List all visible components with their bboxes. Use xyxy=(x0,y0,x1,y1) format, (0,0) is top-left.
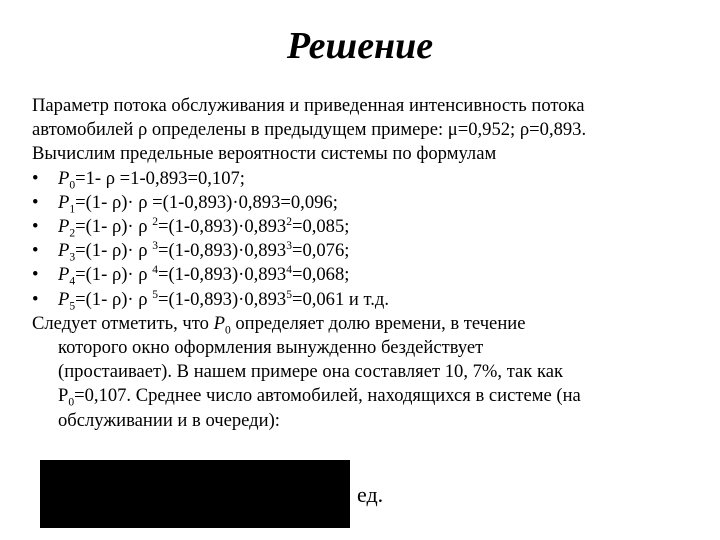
formula-p4 xyxy=(32,263,704,287)
formula-exp: 3 xyxy=(152,240,158,253)
formula-exp: 3 xyxy=(286,240,292,253)
formula-exp: 2 xyxy=(152,215,158,228)
conclusion-line-1 xyxy=(32,312,704,336)
formula-part-b: =(1-0,893)·0,893 xyxy=(157,216,287,238)
formula-sub: 0 xyxy=(224,324,231,337)
bullet-icon: • xyxy=(32,240,39,262)
page-title: Решение xyxy=(286,25,434,67)
formula-p5 xyxy=(32,288,704,312)
formula-p3 xyxy=(32,239,704,263)
formula-var: P xyxy=(58,191,70,213)
formula-var: P xyxy=(58,385,69,407)
formula-rhs: =(1- ρ)· ρ =(1-0,893)·0,893=0,096; xyxy=(75,191,338,213)
conclusion-text: =0,107. Среднее число автомобилей, находящихся в системе (на xyxy=(74,385,581,407)
formula-exp: 5 xyxy=(152,288,158,301)
bullet-icon: • xyxy=(32,191,39,213)
formula-part-a: =(1- ρ)· ρ xyxy=(75,216,153,238)
formula-exp: 4 xyxy=(152,264,158,277)
formula-part-c: =0,061 и т.д. xyxy=(291,288,390,310)
bullet-icon: • xyxy=(32,288,39,310)
formula-exp: 4 xyxy=(286,264,292,277)
formula-rhs: =1- ρ =1-0,893=0,107; xyxy=(75,167,245,189)
formula-var: P xyxy=(58,216,70,238)
formula-part-a: =(1- ρ)· ρ xyxy=(75,264,153,286)
bullet-icon: • xyxy=(32,216,39,238)
formula-var: P xyxy=(58,167,70,189)
formula-sub: 5 xyxy=(69,300,76,313)
conclusion-line-4 xyxy=(32,384,704,408)
conclusion-line-2: которого окно оформления вынужденно бездействует xyxy=(58,337,484,359)
conclusion-line-5: обслуживании и в очереди): xyxy=(58,409,280,431)
formula-sub: 1 xyxy=(69,203,76,216)
formula-p0 xyxy=(32,167,704,191)
formula-var: P xyxy=(58,240,70,262)
formula-exp: 2 xyxy=(286,215,292,228)
formula-exp: 5 xyxy=(286,288,292,301)
formula-part-b: =(1-0,893)·0,893 xyxy=(157,264,287,286)
bullet-icon: • xyxy=(32,167,39,189)
conclusion-line-3: (простаивает). В нашем примере она составляет 10, 7%, так как xyxy=(58,361,564,383)
formula-part-b: =(1-0,893)·0,893 xyxy=(157,240,287,262)
formula-var: P xyxy=(213,312,225,334)
formula-sub: 0 xyxy=(68,397,75,410)
conclusion-text: определяет долю времени, в течение xyxy=(230,312,526,334)
solution-body xyxy=(32,94,704,433)
formula-p2 xyxy=(32,215,704,239)
intro-line-3: Вычислим предельные вероятности системы по формулам xyxy=(32,143,497,165)
formula-part-b: =(1-0,893)·0,893 xyxy=(157,288,287,310)
unit-label: ед. xyxy=(357,482,384,507)
intro-line-1: Параметр потока обслуживания и приведенная интенсивность потока xyxy=(32,95,585,116)
formula-part-a: =(1- ρ)· ρ xyxy=(75,288,153,310)
formula-part-c: =0,085; xyxy=(291,216,350,238)
formula-sub: 4 xyxy=(69,276,76,289)
formula-sub: 0 xyxy=(69,179,76,192)
formula-var: P xyxy=(58,264,70,286)
formula-sub: 2 xyxy=(69,227,76,240)
intro-line-2: автомобилей ρ определены в предыдущем примере: μ=0,952; ρ=0,893. xyxy=(32,119,587,141)
formula-var: P xyxy=(58,288,70,310)
formula-part-a: =(1- ρ)· ρ xyxy=(75,240,153,262)
formula-sub: 3 xyxy=(69,251,76,264)
bullet-icon: • xyxy=(32,264,39,286)
formula-p1 xyxy=(32,191,704,215)
conclusion-text: Следует отметить, что xyxy=(32,312,214,334)
formula-image-block xyxy=(40,460,350,528)
formula-part-c: =0,068; xyxy=(291,264,350,286)
formula-part-c: =0,076; xyxy=(291,240,350,262)
